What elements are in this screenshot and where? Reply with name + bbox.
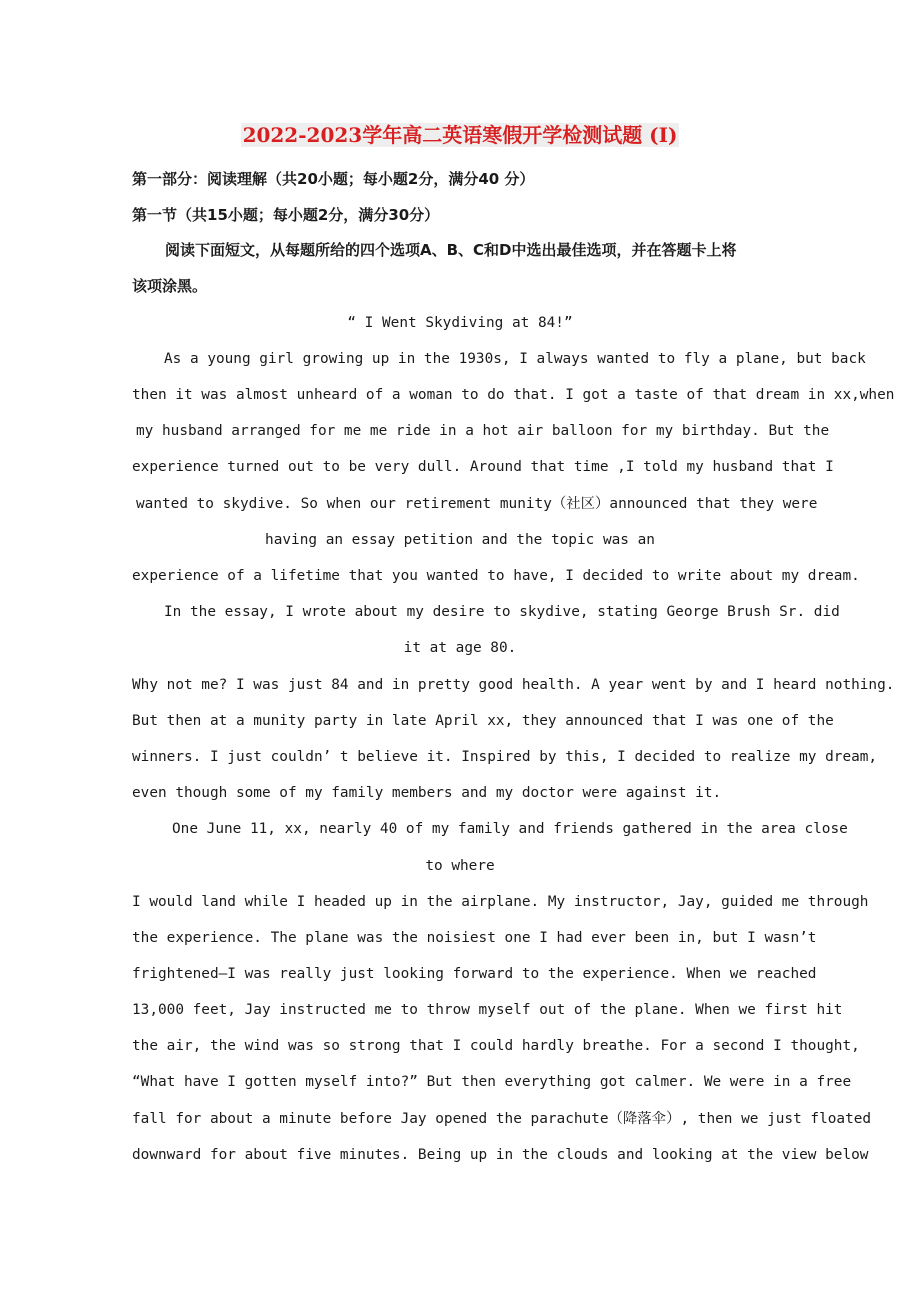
document-title: 2022-2023学年高二英语寒假开学检测试题 (I)	[242, 123, 678, 147]
passage-line: “What have I gotten myself into?” But then everything got calmer. We were in a free	[132, 1074, 852, 1090]
instructions-line: 该项涂黑。	[132, 277, 208, 295]
story-title: “ I Went Skydiving at 84!”	[347, 315, 573, 331]
passage-line: But then at a munity party in late April xx, they announced that I was one of the	[132, 713, 834, 729]
passage-line: experience turned out to be very dull. Around that time ,I told my husband that I	[132, 459, 834, 475]
passage-line: frightened—I was really just looking forward to the experience. When we reached	[132, 966, 817, 982]
passage-line: Why not me? I was just 84 and in pretty good health. A year went by and I heard nothing.	[132, 677, 895, 693]
passage-line: to where	[425, 858, 495, 874]
passage-line: even though some of my family members and my doctor were against it.	[132, 785, 722, 801]
passage-line: In the essay, I wrote about my desire to skydive, stating George Brush Sr. did	[164, 604, 840, 620]
part-heading: 第一部分：阅读理解（共20小题；每小题2分，满分40 分）	[132, 170, 535, 188]
passage-line: it at age 80.	[403, 640, 517, 656]
passage-line: One June 11, xx, nearly 40 of my family and friends gathered in the area close	[172, 821, 848, 837]
section-heading: 第一节（共15小题；每小题2分，满分30分）	[132, 206, 440, 224]
passage-line: downward for about five minutes. Being up in the clouds and looking at the view below	[132, 1147, 869, 1163]
instructions-line: 阅读下面短文，从每题所给的四个选项A、B、C和D中选出最佳选项，并在答题卡上将	[165, 241, 737, 259]
passage-line: experience of a lifetime that you wanted to have, I decided to write about my dream.	[132, 568, 860, 584]
passage-line: fall for about a minute before Jay opened the parachute（降落伞）, then we just floated	[132, 1111, 872, 1127]
passage-line: wanted to skydive. So when our retirement munity（社区）announced that they were	[136, 496, 818, 512]
instructions	[132, 232, 792, 304]
passage-line: my husband arranged for me me ride in a hot air balloon for my birthday. But the	[136, 423, 830, 439]
passage-line: As a young girl growing up in the 1930s, I always wanted to fly a plane, but back	[164, 351, 866, 367]
passage-line: the air, the wind was so strong that I could hardly breathe. For a second I thought,	[132, 1038, 860, 1054]
passage-line: having an essay petition and the topic was an	[265, 532, 655, 548]
passage-line: 13,000 feet, Jay instructed me to throw myself out of the plane. When we first hit	[132, 1002, 843, 1018]
passage-line: winners. I just couldn’ t believe it. Inspired by this, I decided to realize my dream,	[132, 749, 878, 765]
passage-line: the experience. The plane was the noisiest one I had ever been in, but I wasn’t	[132, 930, 817, 946]
passage-line: then it was almost unheard of a woman to do that. I got a taste of that dream in xx,when	[132, 387, 895, 403]
passage-line: I would land while I headed up in the airplane. My instructor, Jay, guided me through	[132, 894, 869, 910]
